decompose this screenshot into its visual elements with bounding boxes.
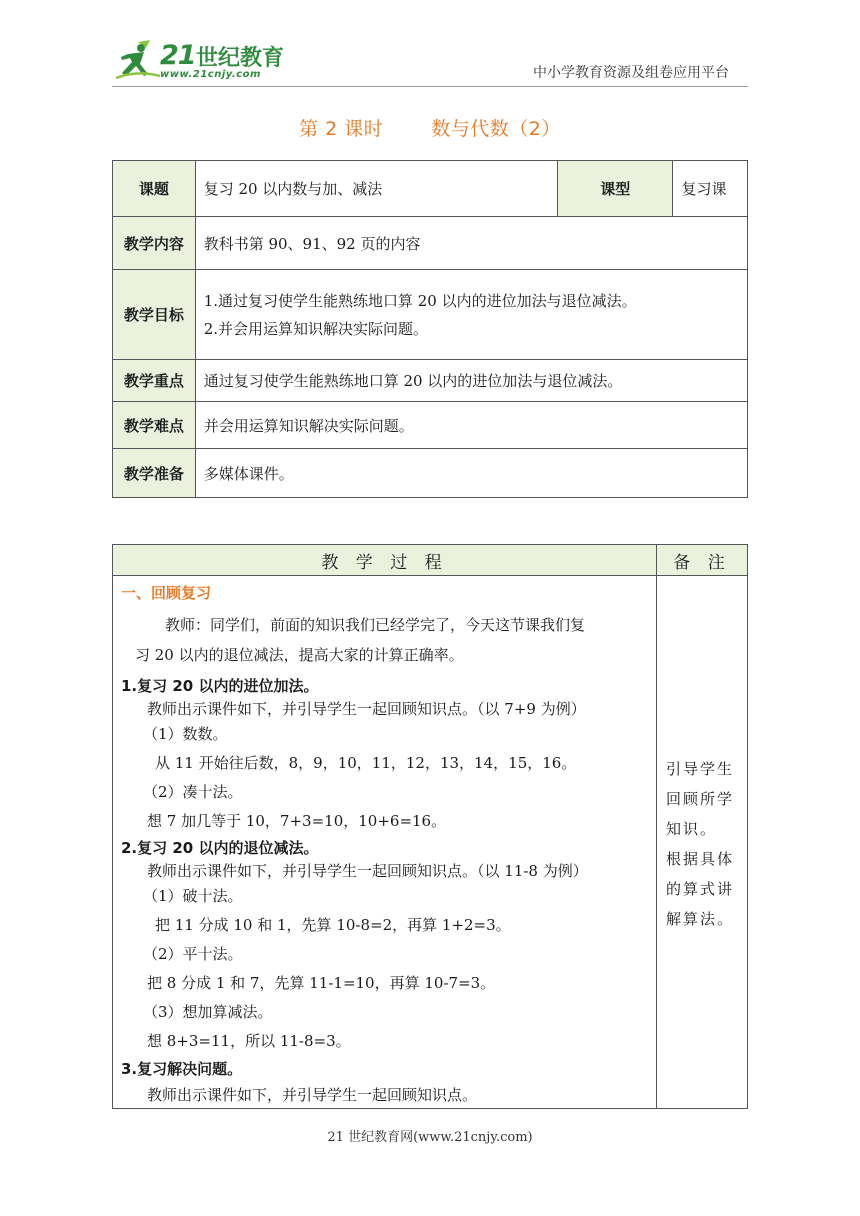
site-logo [116,36,296,86]
intro-line: 教师：同学们，前面的知识我们已经学完了，今天这节课我们复 [165,616,586,634]
method-desc: 把 11 分成 10 和 1，先算 10-8=2，再算 1+2=3。 [155,916,511,934]
page-header [0,0,860,90]
note-line: 知识。 [666,820,718,838]
goal-item: 1.通过复习使学生能熟练地口算 20 以内的进位加法与退位减法。 [203,291,637,310]
difficult-label: 教学难点 [113,402,196,449]
lesson-number: 第 2 课时 [299,118,384,140]
table-header-row [113,545,748,576]
subsection-title: 1.复习 20 以内的进位加法。 [121,677,319,695]
process-header: 教 学 过 程 [113,545,657,576]
subsection-intro: 教师出示课件如下，并引导学生一起回顾知识点。（以 11-8 为例） [147,862,588,880]
method-desc: 从 11 开始往后数，8，9，10，11，12，13，14，15，16。 [155,754,577,772]
table-row [113,449,748,498]
table-row [113,161,748,217]
table-row [113,402,748,449]
subsection-intro: 教师出示课件如下，并引导学生一起回顾知识点。（以 7+9 为例） [147,700,586,718]
intro-line: 习 20 以内的退位减法，提高大家的计算正确率。 [135,646,464,664]
table-row [113,360,748,402]
logo-url: www.21cnjy.com [160,69,261,80]
goal-item: 2.并会用运算知识解决实际问题。 [203,319,429,338]
prep-label: 教学准备 [113,449,196,498]
method-label: （1）破十法。 [143,887,243,905]
goal-label: 教学目标 [113,270,196,360]
key-value: 通过复习使学生能熟练地口算 20 以内的进位加法与退位减法。 [195,360,747,402]
page-title [0,114,860,141]
method-label: （3）想加算减法。 [143,1003,273,1021]
method-label: （1）数数。 [143,725,228,743]
table-row [113,576,748,1109]
process-body [113,576,657,1109]
method-label: （2）平十法。 [143,945,243,963]
method-label: （2）凑十法。 [143,783,243,801]
prep-value: 多媒体课件。 [195,449,747,498]
note-line: 回顾所学 [666,790,735,808]
platform-name: 中小学教育资源及组卷应用平台 [533,65,729,81]
page-footer: 21 世纪教育网(www.21cnjy.com) [327,1130,533,1145]
section-heading: 一、回顾复习 [121,584,212,602]
logo-number: 21 [160,40,196,71]
key-label: 教学重点 [113,360,196,402]
topic-value: 复习 20 以内数与加、减法 [195,161,557,217]
note-line: 引导学生 [666,760,735,778]
type-value: 复习课 [673,161,748,217]
teaching-process-table [112,544,748,1109]
difficult-value: 并会用运算知识解决实际问题。 [195,402,747,449]
note-line: 解算法。 [666,910,735,928]
logo-name: 世纪教育 [196,46,285,71]
table-row [113,270,748,360]
type-label: 课型 [558,161,673,217]
subsection-intro: 教师出示课件如下，并引导学生一起回顾知识点。 [147,1086,478,1104]
method-desc: 想 7 加几等于 10，7+3=10，10+6=16。 [147,812,447,830]
subsection-title: 2.复习 20 以内的退位减法。 [121,839,319,857]
note-line: 的算式讲 [666,880,735,898]
header-divider [112,86,748,87]
content-value: 教科书第 90、91、92 页的内容 [195,217,747,270]
note-text [666,754,746,934]
subsection-title: 3.复习解决问题。 [121,1060,243,1078]
lesson-topic: 数与代数（2） [431,118,561,140]
goal-value [195,270,747,360]
runner-logo-icon [116,36,162,82]
method-desc: 想 8+3=11，所以 11-8=3。 [147,1032,351,1050]
note-line: 根据具体 [666,850,735,868]
table-row [113,217,748,270]
note-header: 备 注 [657,545,748,576]
topic-label: 课题 [113,161,196,217]
method-desc: 把 8 分成 1 和 7，先算 11-1=10，再算 10-7=3。 [147,974,496,992]
content-label: 教学内容 [113,217,196,270]
lesson-info-table [112,160,748,498]
